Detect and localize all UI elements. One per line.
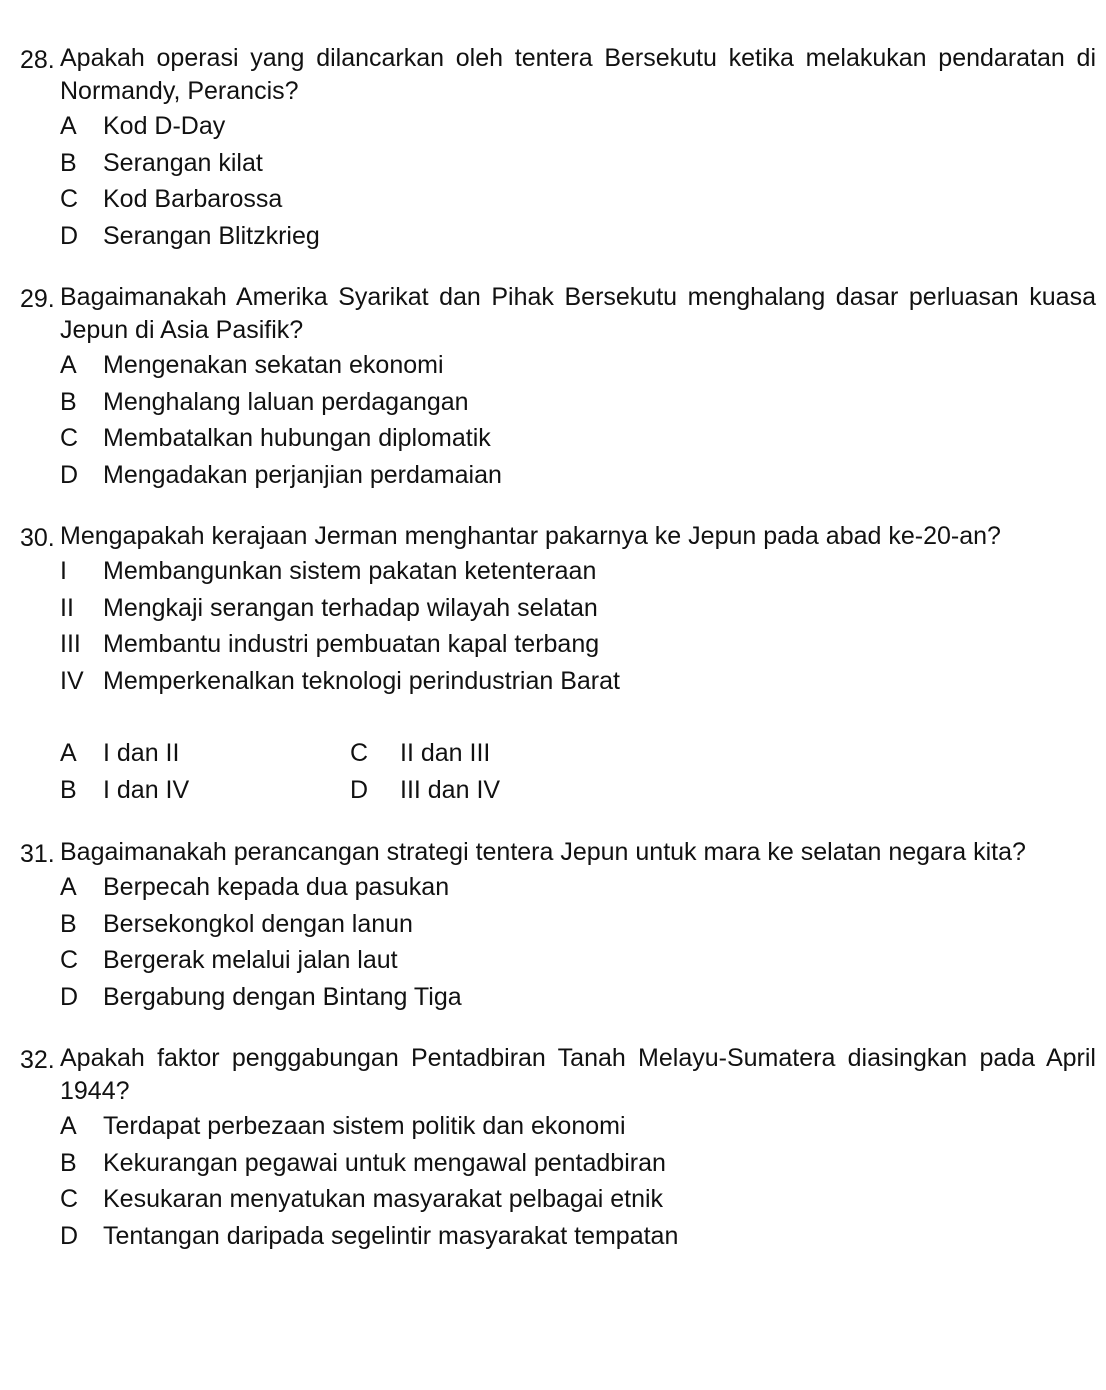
option-letter: D [60,460,79,489]
question-text: Apakah faktor penggabungan Pentadbiran Tanah Melayu-Sumatera diasingkan pada April 1944? [60,1044,1096,1105]
option-text: Kekurangan pegawai untuk mengawal pentadbiran [103,1148,666,1177]
option [60,218,1096,255]
option-text: Bergerak melalui jalan laut [103,946,398,974]
option-letter: D [60,1221,79,1250]
option-letter: A [60,351,77,379]
option [60,1145,1096,1182]
statement-numeral: III [60,630,81,658]
option [60,347,1096,384]
option [60,181,1096,218]
question-text: Bagaimanakah Amerika Syarikat dan Pihak Bersekutu menghalang dasar perluasan kuasa Jepun di Asia Pasifik? [60,283,1096,344]
statement [60,590,1096,627]
option-letter: B [60,776,77,804]
question-number: 32. [20,1046,55,1074]
statement [60,663,1096,700]
option [60,420,1096,457]
statement-text: Memperkenalkan teknologi perindustrian Barat [103,666,620,695]
option-letter: C [60,946,79,974]
statement-numeral: IV [60,666,84,695]
option [60,457,1096,494]
question-text: Bagaimanakah perancangan strategi tentera Jepun untuk mara ke selatan negara kita? [60,838,1026,866]
statement-text: Membantu industri pembuatan kapal terbang [103,630,600,658]
question-32 [20,1042,1096,1254]
question-number: 30. [20,524,55,552]
question-number: 31. [20,840,55,868]
statement-numeral: I [60,557,67,585]
option-text: Bergabung dengan Bintang Tiga [103,982,462,1011]
option [60,1108,1096,1145]
option-text: Mengenakan sekatan ekonomi [103,351,444,379]
option [60,906,1096,943]
option-letter: A [60,112,77,140]
option-text: Berpecah kepada dua pasukan [103,873,450,901]
question-text: Apakah operasi yang dilancarkan oleh tentera Bersekutu ketika melakukan pendaratan di Normandy, Perancis? [60,44,1096,105]
option-text: II dan III [400,739,491,767]
question-text: Mengapakah kerajaan Jerman menghantar pakarnya ke Jepun pada abad ke-20-an? [60,522,1001,550]
option-text: Kod D-Day [103,112,226,140]
option [60,1218,1096,1255]
option-letter: C [60,1185,79,1213]
option-text: Membatalkan hubungan diplomatik [103,424,491,452]
question-number: 29. [20,285,55,313]
exam-page [20,42,1096,1281]
statement-text: Mengkaji serangan terhadap wilayah selatan [103,593,598,622]
option-letter: B [60,909,77,938]
option-letter: A [60,873,77,901]
option-text: Kesukaran menyatukan masyarakat pelbagai etnik [103,1185,664,1213]
option-text: Menghalang laluan perdagangan [103,387,469,416]
statement-text: Membangunkan sistem pakatan ketenteraan [103,557,597,585]
question-28 [20,42,1096,254]
option-letter: C [60,424,79,452]
question-number: 28. [20,46,55,74]
option-text: III dan IV [400,776,501,804]
option-letter: D [350,776,369,804]
option [60,979,1096,1016]
answer-options-grid [60,735,1096,809]
option [350,772,650,809]
option [60,1181,1096,1218]
option-letter: B [60,387,77,416]
option-letter: A [60,739,77,767]
option-letter: D [60,221,79,250]
option [60,108,1096,145]
statement-numeral: II [60,593,74,622]
option [60,384,1096,421]
option-text: Serangan kilat [103,148,263,177]
option-text: I dan II [103,739,180,767]
option-text: Terdapat perbezaan sistem politik dan ekonomi [103,1112,626,1140]
option [60,772,350,809]
option-letter: B [60,1148,77,1177]
question-31 [20,836,1096,1015]
question-29 [20,281,1096,493]
statement [60,626,1096,663]
option-text: Tentangan daripada segelintir masyarakat tempatan [103,1221,679,1250]
option-letter: C [350,739,369,767]
statement [60,553,1096,590]
option [60,869,1096,906]
option-text: Kod Barbarossa [103,185,283,213]
option-letter: D [60,982,79,1011]
option [60,145,1096,182]
option-text: Serangan Blitzkrieg [103,221,320,250]
option [60,735,350,772]
option-text: Bersekongkol dengan lanun [103,909,413,938]
option [350,735,650,772]
option-text: Mengadakan perjanjian perdamaian [103,460,502,489]
option-letter: B [60,148,77,177]
option-letter: A [60,1112,77,1140]
option-text: I dan IV [103,776,190,804]
option [60,942,1096,979]
question-30 [20,520,1096,809]
option-letter: C [60,185,79,213]
